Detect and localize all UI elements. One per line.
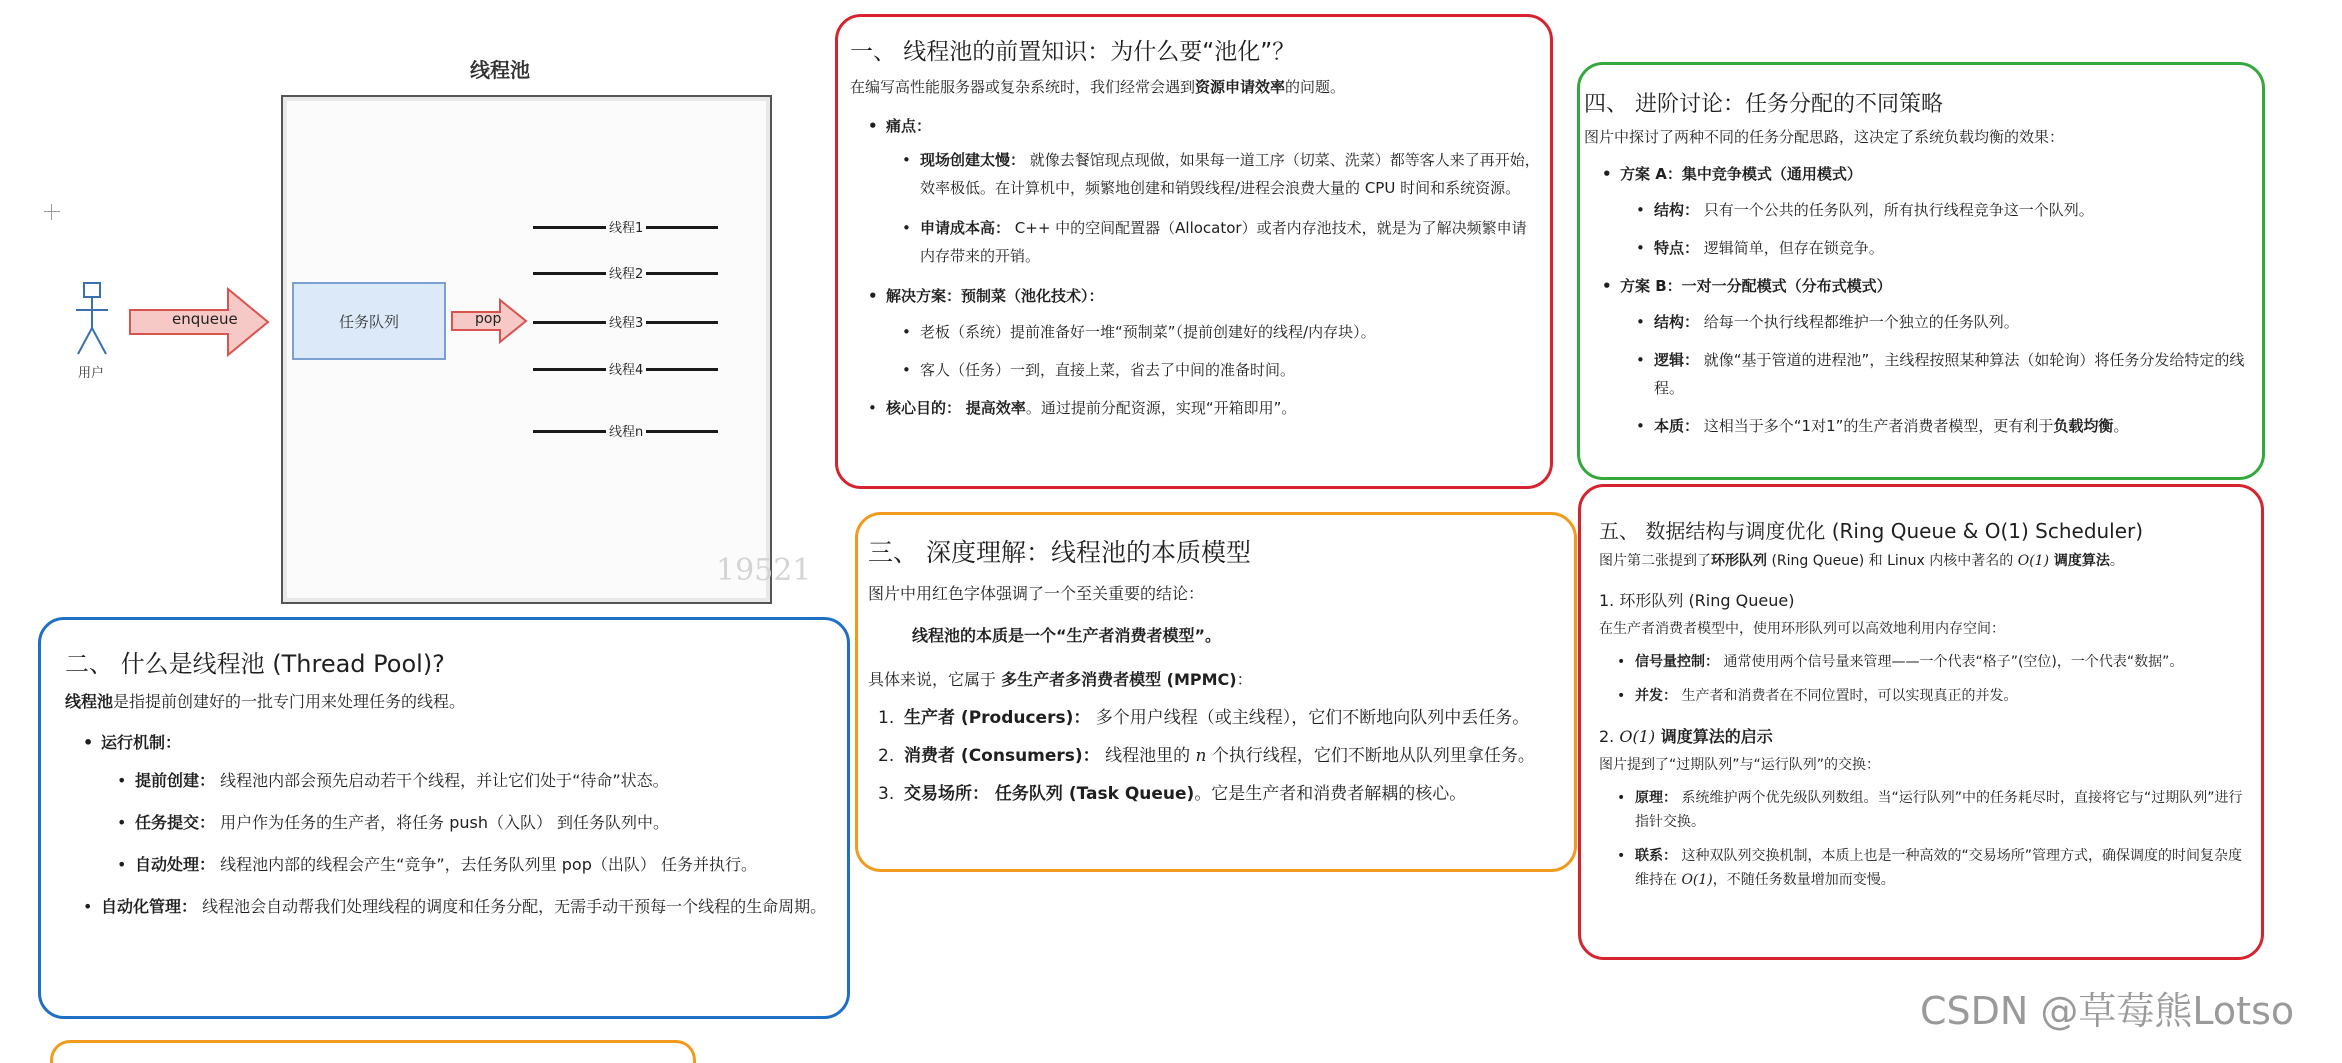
- strategy-a-heading: • 方案 A：集中竞争模式（通用模式）: [1598, 160, 2254, 188]
- ring-queue-intro: 在生产者消费者模型中，使用环形队列可以高效地利用内存空间：: [1599, 621, 2005, 637]
- strategy-b-item-2: • 逻辑： 就像“基于管道的进程池”，主线程按照某种算法（如轮询）将任务分发给特定的线程。: [1632, 346, 2254, 402]
- section-5-intro: 图片第二张提到了环形队列 (Ring Queue) 和 Linux 内核中著名的 O(1) 调度算法。: [1599, 553, 2124, 569]
- mechanism-item-3: • 自动处理： 线程池内部的线程会产生“竞争”，去任务队列里 pop（出队） 任务并执行。: [113, 851, 835, 879]
- role-item-2: 2. 消费者 (Consumers)： 线程池里的 n 个执行线程，它们不断地从队列里拿任务。: [878, 746, 1535, 766]
- goal-item: • 核心目的： 提高效率。通过提前分配资源，实现“开箱即用”。: [864, 394, 1540, 422]
- section-5-title: 五、 数据结构与调度优化 (Ring Queue & O(1) Scheduler): [1599, 519, 2144, 543]
- pain-item-1: • 现场创建太慢： 就像去餐馆现点现做，如果每一道工序（切菜、洗菜）都等客人来了再开始，效率极低。在计算机中，频繁地创建和销毁线程/进程会浪费大量的 CPU 时间和系统资源。: [898, 146, 1540, 202]
- strategy-b-item-1: • 结构： 给每一个执行线程都维护一个独立的任务队列。: [1632, 308, 2254, 336]
- section-3-title: 三、 深度理解：线程池的本质模型: [868, 538, 1251, 567]
- strategy-a-item-1: • 结构： 只有一个公共的任务队列，所有执行线程竞争这一个队列。: [1632, 196, 2254, 224]
- csdn-watermark: CSDN @草莓熊Lotso: [1920, 989, 2295, 1033]
- next-card-edge: [50, 1040, 696, 1063]
- strategy-a-item-2: • 特点： 逻辑简单，但存在锁竞争。: [1632, 234, 2254, 262]
- strategy-b-item-3: • 本质： 这相当于多个“1对1”的生产者消费者模型，更有利于负载均衡。: [1632, 412, 2254, 440]
- task-queue-box: [292, 282, 446, 360]
- watermark: 19521: [716, 553, 812, 588]
- strategy-b-heading: • 方案 B：一对一分配模式（分布式模式）: [1598, 272, 2254, 300]
- section-4-card: [1577, 62, 2265, 480]
- section-3-intro: 图片中用红色字体强调了一个至关重要的结论：: [868, 584, 1205, 603]
- auto-management-item: • 自动化管理： 线程池会自动帮我们处理线程的调度和任务分配，无需手动干预每一个线程的生命周期。: [79, 893, 835, 921]
- mechanism-item-1: • 提前创建： 线程池内部会预先启动若干个线程，并让它们处于“待命”状态。: [113, 767, 835, 795]
- thread-label-3: 线程3: [606, 312, 646, 331]
- scheduler-item-2: • 联系： 这种双队列交换机制，本质上也是一种高效的“交易场所”管理方式，确保调度的时间复杂度维持在 O(1)，不随任务数量增加而变慢。: [1613, 844, 2249, 892]
- scheduler-subtitle: 2. O(1) 调度算法的启示: [1599, 727, 1773, 746]
- solution-item-1: • 老板（系统）提前准备好一堆“预制菜”（提前创建好的线程/内存块）。: [898, 318, 1540, 346]
- pain-item-2: • 申请成本高： C++ 中的空间配置器（Allocator）或者内存池技术，就是为了解决频繁申请内存带来的开销。: [898, 214, 1540, 270]
- thread-pool-diagram: [0, 0, 830, 615]
- section-2-intro: 线程池是指提前创建好的一批专门用来处理任务的线程。: [65, 692, 466, 711]
- scheduler-intro: 图片提到了“过期队列”与“运行队列”的交换：: [1599, 757, 1881, 773]
- section-3-specific: 具体来说，它属于 多生产者多消费者模型 (MPMC)：: [868, 670, 1253, 689]
- section-4-intro: 图片中探讨了两种不同的任务分配思路，这决定了系统负载均衡的效果：: [1584, 128, 2065, 146]
- ring-queue-subtitle: 1. 环形队列 (Ring Queue): [1599, 591, 1795, 610]
- thread-label-1: 线程1: [606, 217, 646, 236]
- diagram-title: 线程池: [470, 58, 530, 82]
- thread-label-4: 线程4: [606, 359, 646, 378]
- thread-label-n: 线程n: [606, 421, 646, 440]
- mechanism-item-2: • 任务提交： 用户作为任务的生产者，将任务 push（入队） 到任务队列中。: [113, 809, 835, 837]
- pain-heading: • 痛点：: [864, 112, 1540, 140]
- section-5-card: [1578, 484, 2264, 960]
- mechanism-heading: • 运行机制：: [79, 729, 835, 757]
- section-4-title: 四、 进阶讨论：任务分配的不同策略: [1584, 92, 1943, 117]
- section-2-title: 二、 什么是线程池 (Thread Pool)?: [65, 650, 445, 678]
- role-item-1: 1. 生产者 (Producers)： 多个用户线程（或主线程），它们不断地向队列中丢任务。: [878, 708, 1530, 728]
- thread-label-2: 线程2: [606, 263, 646, 282]
- enqueue-label: enqueue: [172, 310, 238, 328]
- user-label: 用户: [78, 366, 105, 381]
- task-queue-label: 任务队列: [338, 312, 399, 331]
- section-3-card: [855, 512, 1577, 872]
- section-1-title: 一、 线程池的前置知识：为什么要“池化”？: [850, 39, 1296, 65]
- role-item-3: 3. 交易场所： 任务队列 (Task Queue)。它是生产者和消费者解耦的核心。: [878, 784, 1467, 804]
- section-2-card: [38, 617, 850, 1019]
- section-1-intro: 在编写高性能服务器或复杂系统时，我们经常会遇到资源申请效率的问题。: [850, 78, 1346, 96]
- pop-label: pop: [475, 311, 502, 327]
- section-1-card: [835, 14, 1553, 489]
- ring-item-1: • 信号量控制： 通常使用两个信号量来管理——一个代表“格子”(空位)，一个代表“数据”。: [1613, 650, 2249, 674]
- solution-heading: • 解决方案：预制菜（池化技术）：: [864, 282, 1540, 310]
- solution-item-2: • 客人（任务）一到，直接上菜，省去了中间的准备时间。: [898, 356, 1540, 384]
- scheduler-item-1: • 原理： 系统维护两个优先级队列数组。当“运行队列”中的任务耗尽时，直接将它与“过期队列”进行指针交换。: [1613, 786, 2249, 834]
- user-icon: [70, 280, 114, 360]
- section-3-quote: 线程池的本质是一个“生产者消费者模型”。: [912, 626, 1222, 645]
- ring-item-2: • 并发： 生产者和消费者在不同位置时，可以实现真正的并发。: [1613, 684, 2249, 708]
